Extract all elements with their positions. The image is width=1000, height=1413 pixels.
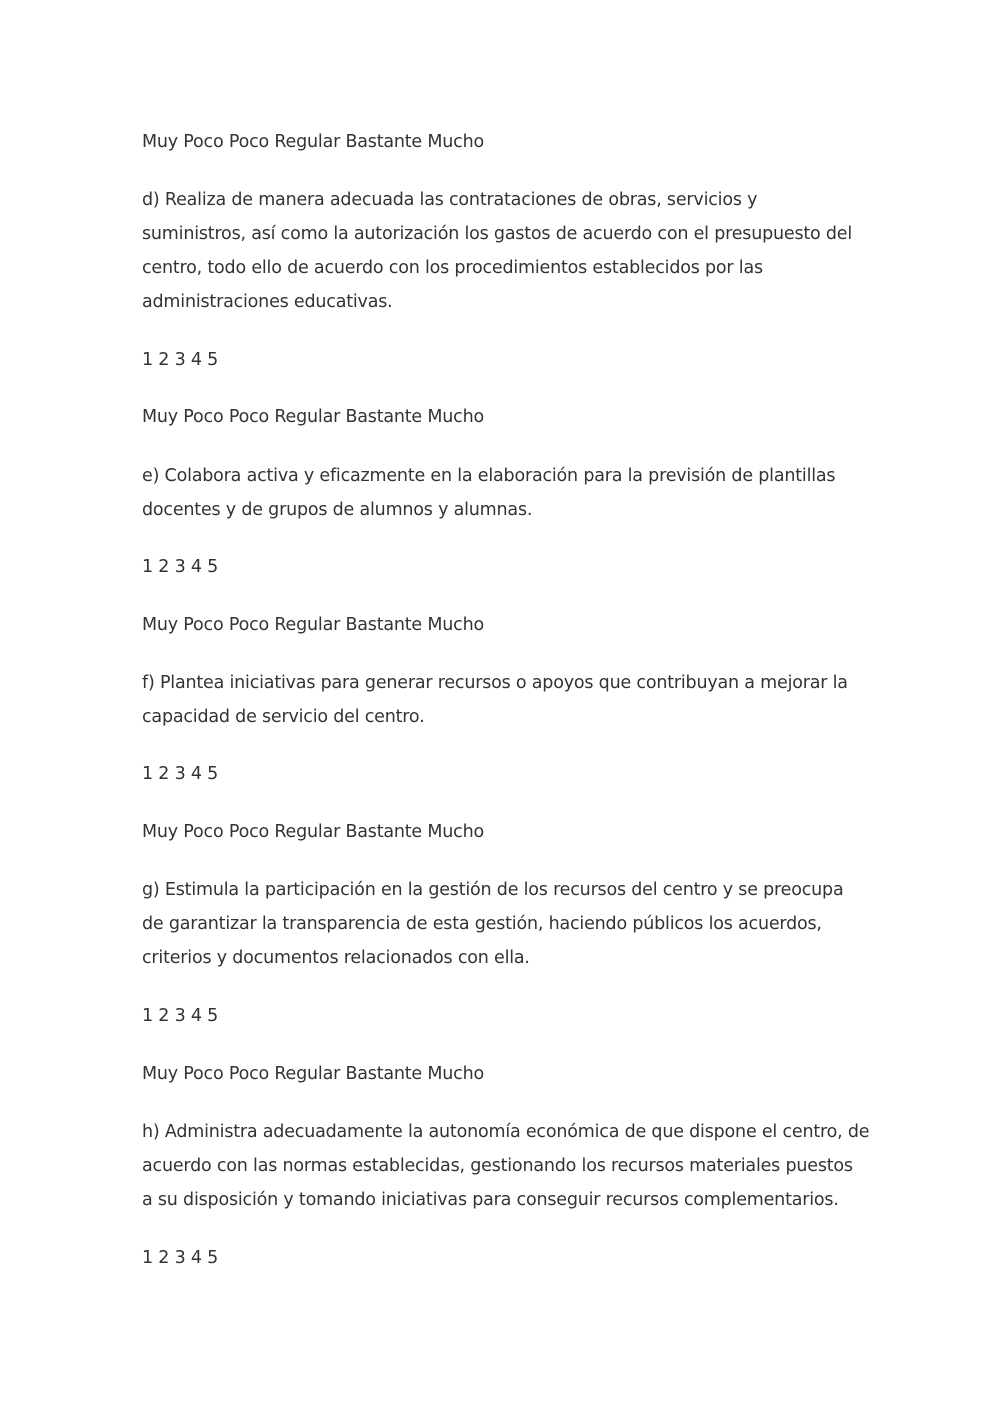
scale-numbers: 1 2 3 4 5 bbox=[142, 350, 219, 370]
scale-labels: Muy Poco Poco Regular Bastante Mucho bbox=[142, 132, 484, 152]
item-f-line-2: capacidad de servicio del centro. bbox=[142, 707, 425, 727]
scale-numbers: 1 2 3 4 5 bbox=[142, 1248, 219, 1268]
item-g-line-2: de garantizar la transparencia de esta gestión, haciendo públicos los acuerdos, bbox=[142, 914, 822, 934]
scale-labels: Muy Poco Poco Regular Bastante Mucho bbox=[142, 407, 484, 427]
item-h-line-2: acuerdo con las normas establecidas, gestionando los recursos materiales puestos bbox=[142, 1156, 853, 1176]
scale-numbers: 1 2 3 4 5 bbox=[142, 764, 219, 784]
item-h-line-3: a su disposición y tomando iniciativas para conseguir recursos complementarios. bbox=[142, 1190, 839, 1210]
scale-labels: Muy Poco Poco Regular Bastante Mucho bbox=[142, 615, 484, 635]
item-g-line-1: g) Estimula la participación en la gestión de los recursos del centro y se preocupa bbox=[142, 880, 844, 900]
item-e-line-1: e) Colabora activa y eficazmente en la elaboración para la previsión de plantillas bbox=[142, 466, 836, 486]
item-f-line-1: f) Plantea iniciativas para generar recursos o apoyos que contribuyan a mejorar la bbox=[142, 673, 848, 693]
item-e-line-2: docentes y de grupos de alumnos y alumnas. bbox=[142, 500, 533, 520]
scale-numbers: 1 2 3 4 5 bbox=[142, 557, 219, 577]
scale-labels: Muy Poco Poco Regular Bastante Mucho bbox=[142, 822, 484, 842]
item-d-line-1: d) Realiza de manera adecuada las contrataciones de obras, servicios y bbox=[142, 190, 758, 210]
item-d-line-2: suministros, así como la autorización los gastos de acuerdo con el presupuesto del bbox=[142, 224, 853, 244]
scale-numbers: 1 2 3 4 5 bbox=[142, 1006, 219, 1026]
item-d-line-4: administraciones educativas. bbox=[142, 292, 393, 312]
scale-labels: Muy Poco Poco Regular Bastante Mucho bbox=[142, 1064, 484, 1084]
item-h-line-1: h) Administra adecuadamente la autonomía económica de que dispone el centro, de bbox=[142, 1122, 870, 1142]
item-g-line-3: criterios y documentos relacionados con ella. bbox=[142, 948, 530, 968]
item-d-line-3: centro, todo ello de acuerdo con los procedimientos establecidos por las bbox=[142, 258, 763, 278]
